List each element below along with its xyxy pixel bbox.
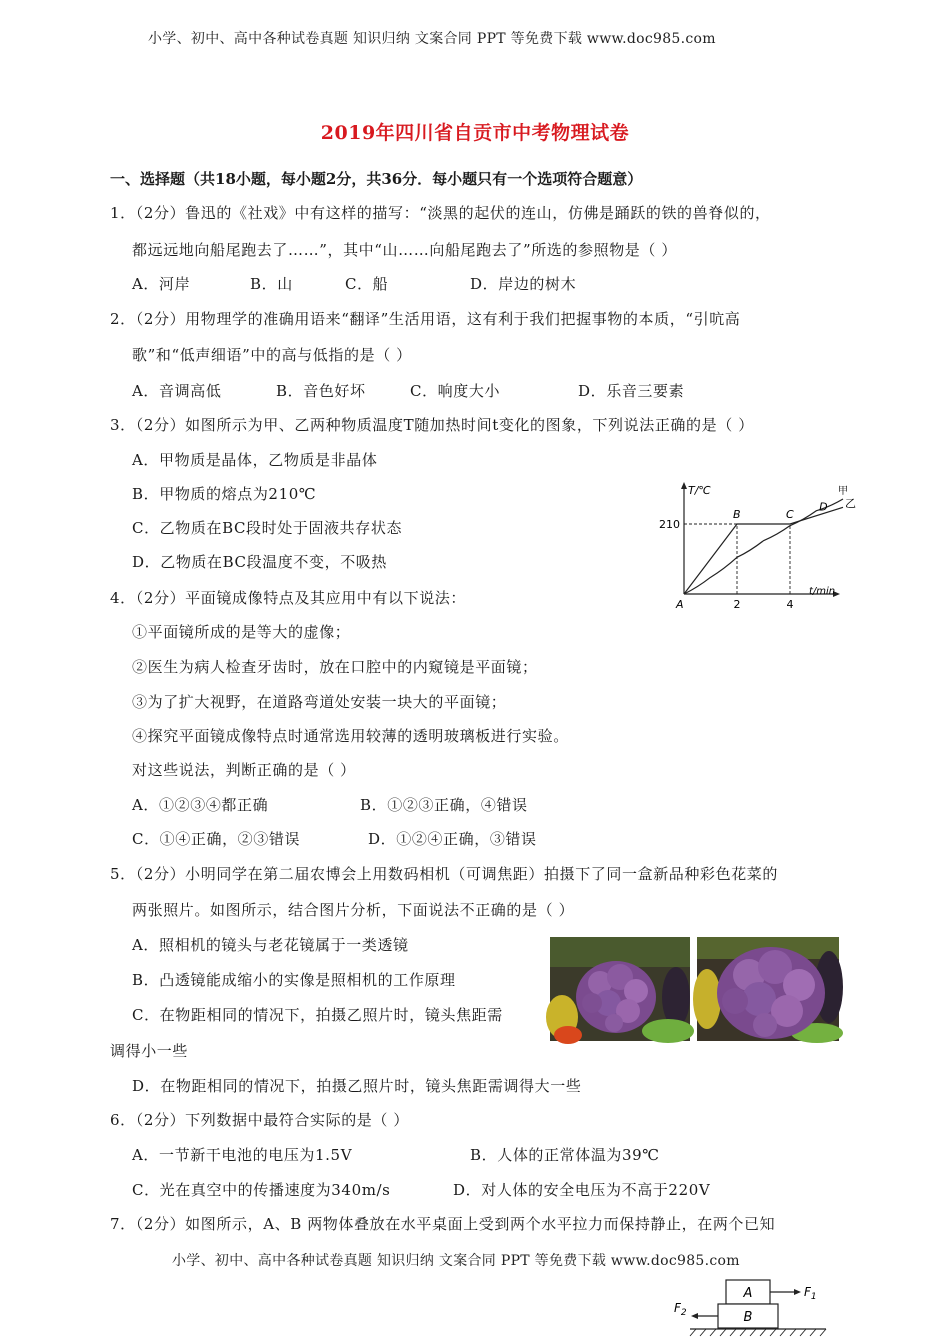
block-a-label: A [743, 1286, 753, 1301]
q1-option-a: A．河岸 [132, 275, 191, 293]
force-arrowhead-f1 [794, 1289, 801, 1295]
cauliflower-photo-yi [697, 937, 839, 1041]
q6-option-b: B．人体的正常体温为39℃ [470, 1146, 660, 1164]
q1-option-b: B．山 [250, 275, 293, 293]
force-label-f1: $F_1$ [804, 1285, 817, 1302]
q1-stem-line2: 都远远地向船尾跑去了……”，其中“山……向船尾跑去了”所选的参照物是（ ） [132, 241, 677, 259]
q5-stem-line2: 两张照片。如图所示，结合图片分析，下面说法不正确的是（ ） [132, 901, 575, 919]
series-line-yi [684, 507, 843, 594]
force-label-f2: $F_2$ [674, 1301, 687, 1318]
q2-option-d: D．乐音三要素 [578, 382, 685, 400]
q4-statement-3: ③为了扩大视野，在道路弯道处安装一块大的平面镜； [132, 693, 507, 711]
q2-option-c: C．响度大小 [410, 382, 501, 400]
q3-stem: 3．（2分）如图所示为甲、乙两种物质温度T随加热时间t变化的图象，下列说法正确的是（ ） [110, 416, 754, 434]
page-title: 2019年四川省自贡市中考物理试卷 [320, 122, 630, 144]
q4-option-d: D．①②④正确，③错误 [368, 830, 537, 848]
force-arrowhead-f2 [691, 1313, 698, 1319]
x-tick-label: 2 [733, 598, 741, 611]
point-label-a: A [676, 598, 684, 611]
block-b-label: B [743, 1310, 753, 1325]
q5-option-d: D．在物距相同的情况下，拍摄乙照片时，镜头焦距需调得大一些 [132, 1077, 582, 1095]
q1-option-c: C．船 [345, 275, 389, 293]
q3-option-b: B．甲物质的熔点为210℃ [132, 485, 317, 503]
q3-option-c: C．乙物质在BC段时处于固液共存状态 [132, 519, 403, 537]
y-axis-label: T/℃ [688, 484, 711, 497]
page-footer: 小学、初中、高中各种试卷真题 知识归纳 文案合同 PPT 等免费下载 www.doc985.com [172, 1253, 740, 1269]
q3-option-a: A．甲物质是晶体，乙物质是非晶体 [132, 451, 378, 469]
q4-option-c: C．①④正确，②③错误 [132, 830, 301, 848]
q3-option-d: D．乙物质在BC段温度不变，不吸热 [132, 553, 388, 571]
force-diagram [670, 1276, 850, 1340]
q2-option-b: B．音色好坏 [276, 382, 366, 400]
x-axis-label: t/min [809, 586, 836, 597]
q4-statement-1: ①平面镜所成的是等大的虚像； [132, 623, 351, 641]
q4-statement-4: ④探究平面镜成像特点时通常选用较薄的透明玻璃板进行实验。 [132, 727, 569, 745]
q5-option-c: C．在物距相同的情况下，拍摄乙照片时，镜头焦距需 [132, 1006, 503, 1024]
q1-option-d: D．岸边的树木 [470, 275, 577, 293]
q5-option-c-cont: 调得小一些 [110, 1042, 189, 1060]
q4-option-b: B．①②③正确，④错误 [360, 796, 528, 814]
section-heading: 一、选择题（共18小题，每小题2分，共36分．每小题只有一个选项符合题意） [110, 170, 643, 188]
cauliflower-photo-jia [550, 937, 690, 1041]
page-header: 小学、初中、高中各种试卷真题 知识归纳 文案合同 PPT 等免费下载 www.doc985.com [148, 31, 716, 47]
q6-option-d: D．对人体的安全电压为不高于220V [453, 1181, 711, 1199]
q4-question: 对这些说法，判断正确的是（ ） [132, 761, 356, 779]
q5-stem-line1: 5．（2分）小明同学在第二届农博会上用数码相机（可调焦距）拍摄下了同一盒新品种彩色花菜的 [110, 865, 778, 883]
q4-statement-2: ②医生为病人检查牙齿时，放在口腔中的内窥镜是平面镜； [132, 658, 538, 676]
q4-stem: 4．（2分）平面镜成像特点及其应用中有以下说法： [110, 589, 466, 607]
series-label-jia: 甲 [838, 486, 848, 498]
point-label-c: C [786, 508, 794, 522]
point-label-d: D [819, 500, 828, 514]
series-label-yi: 乙 [845, 497, 856, 511]
point-label-b: B [733, 508, 741, 522]
q5-option-b: B．凸透镜能成缩小的实像是照相机的工作原理 [132, 971, 456, 989]
y-tick-label: 210 [659, 518, 680, 532]
q6-option-a: A．一节新干电池的电压为1.5V [132, 1146, 353, 1164]
q6-option-c: C．光在真空中的传播速度为340m/s [132, 1181, 391, 1199]
q2-stem-line2: 歌”和“低声细语”中的高与低指的是（ ） [132, 346, 412, 364]
q4-option-a: A．①②③④都正确 [132, 796, 269, 814]
temperature-time-chart [650, 476, 856, 616]
chart-axes [681, 482, 840, 597]
q1-stem-line1: 1．（2分）鲁迅的《社戏》中有这样的描写：“淡黑的起伏的连山，仿佛是踊跃的铁的兽脊似的， [110, 204, 771, 222]
x-tick-label: 4 [786, 598, 794, 611]
q5-option-a: A．照相机的镜头与老花镜属于一类透镜 [132, 936, 409, 954]
q7-stem: 7．（2分）如图所示，A、B 两物体叠放在水平桌面上受到两个水平拉力而保持静止，在两个已知 [110, 1215, 776, 1233]
q6-stem: 6．（2分）下列数据中最符合实际的是（ ） [110, 1111, 409, 1129]
q2-stem-line1: 2．（2分）用物理学的准确用语来“翻译”生活用语，这有利于我们把握事物的本质，“引吭高 [110, 310, 741, 328]
table-hatching [690, 1329, 826, 1336]
q2-option-a: A．音调高低 [132, 382, 222, 400]
